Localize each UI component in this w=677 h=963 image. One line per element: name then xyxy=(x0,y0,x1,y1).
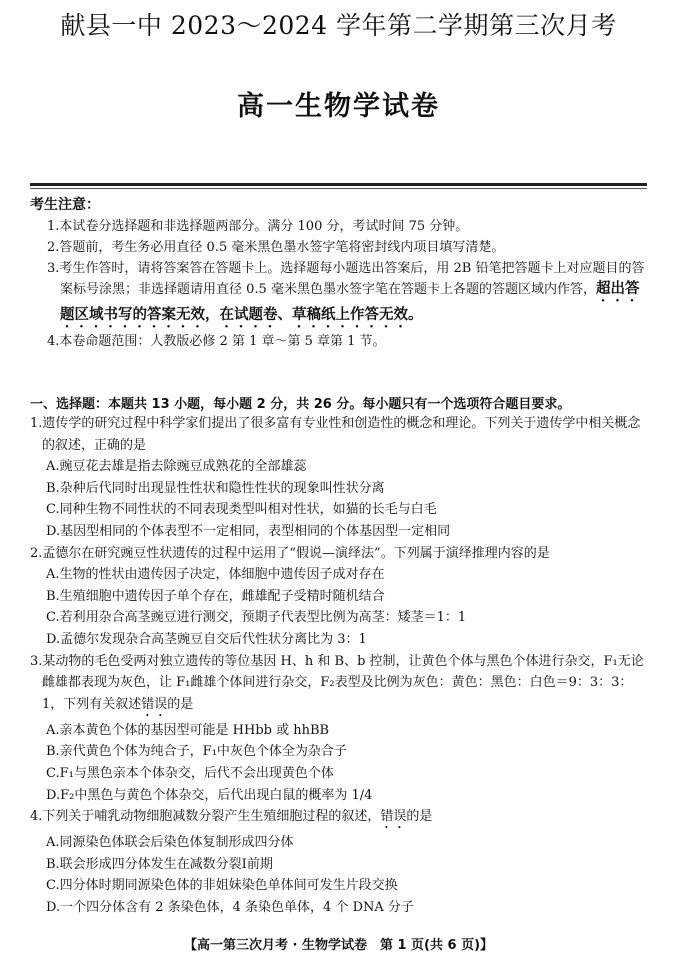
option-b: B.生殖细胞中遗传因子单个存在，雌雄配子受精时随机结合 xyxy=(46,588,385,604)
option-d: D.孟德尔发现杂合高茎豌豆自交后代性状分离比为 3：1 xyxy=(46,631,367,647)
option-c: C.F₁与黑色亲本个体杂交，后代不会出现黄色个体 xyxy=(46,765,334,781)
option-d: D.F₂中黑色与黄色个体杂交，后代出现白鼠的概率为 1/4 xyxy=(46,787,373,803)
notice-item-1: 1.本试卷分选择题和非选择题两部分。满分 100 分，考试时间 75 分钟。 xyxy=(47,219,469,234)
notice-item-3 xyxy=(30,258,650,331)
question-stem: 2.孟德尔在研究豌豆性状遗传的过程中运用了“假说—演绎法”。下列属于演绎推理内容的是 xyxy=(30,545,550,561)
option-d: D.基因型相同的个体表型不一定相同，表型相同的个体基因型一定相同 xyxy=(46,523,451,539)
section-heading: 一、选择题：本题共 13 小题，每小题 2 分，共 26 分。每小题只有一个选项符合题目要求。 xyxy=(30,397,571,412)
option-c: C.若利用杂合高茎豌豆进行测交，预期子代表型比例为高茎：矮茎＝1：1 xyxy=(46,610,467,626)
stem-text: 4.下列关于哺乳动物细胞减数分裂产生生殖细胞过程的叙述， xyxy=(30,809,381,825)
exam-name: 献县一中 2023～2024 学年第二学期第三次月考 xyxy=(60,11,617,40)
header-divider-thick xyxy=(30,183,647,186)
question-1 xyxy=(30,413,650,543)
notice-item-3-emphasis: 超出答题区域书写的答案无效，在试题卷、草稿纸上作答无效。 xyxy=(60,281,640,323)
header-divider-thin xyxy=(30,188,647,189)
question-4 xyxy=(30,806,650,918)
notice-item-2: 2.答题前，考生务必用直径 0.5 毫米黑色墨水签字笔将密封线内项目填写清楚。 xyxy=(47,240,505,255)
option-c: C.同种生物不同性状的不同表现类型叫相对性状，如猫的长毛与白毛 xyxy=(46,502,437,518)
paper-title: 高一生物学试卷 xyxy=(237,91,440,122)
question-stem xyxy=(30,806,650,832)
notice-item-4: 4.本卷命题范围：人教版必修 2 第 1 章～第 5 章第 1 节。 xyxy=(47,334,386,349)
notice-item-3-text: 3.考生作答时，请将答案答在答题卡上。选择题每小题选出答案后，用 2B 铅笔把答题卡上对应题目的答案标号涂黑；非选择题请用直径 0.5 毫米黑色墨水签字笔在答题卡上各题的答题区域内作答， xyxy=(47,261,645,297)
question-list xyxy=(30,413,650,918)
option-a: A.豌豆花去雄是指去除豌豆成熟花的全部雄蕊 xyxy=(46,459,307,475)
stem-emphasis: 错误 xyxy=(380,809,407,825)
notice-title: 考生注意： xyxy=(30,197,100,213)
page-footer: 【高一第三次月考 · 生物学试卷 第 1 页(共 6 页)】 xyxy=(183,938,494,953)
option-a: A.同源染色体联会后染色体复制形成四分体 xyxy=(46,835,294,851)
question-stem xyxy=(30,651,650,720)
question-stem: 1.遗传学的研究过程中科学家们提出了很多富有专业性和创造性的概念和理论。下列关于遗传学中相关概念的叙述，正确的是 xyxy=(30,416,641,453)
option-c: C.四分体时期同源染色体的非姐妹染色单体间可发生片段交换 xyxy=(46,878,398,894)
stem-text-end: 的是 xyxy=(167,696,194,712)
option-b: B.联会形成四分体发生在减数分裂Ⅰ前期 xyxy=(46,856,273,872)
option-b: B.杂种后代同时出现显性性状和隐性性状的现象叫性状分离 xyxy=(46,480,385,496)
option-a: A.生物的性状由遗传因子决定，体细胞中遗传因子成对存在 xyxy=(46,567,385,583)
option-b: B.亲代黄色个体为纯合子，F₁中灰色个体全为杂合子 xyxy=(46,744,347,760)
option-d: D.一个四分体含有 2 条染色体，4 条染色单体，4 个 DNA 分子 xyxy=(46,899,414,915)
stem-text: 3.某动物的毛色受两对独立遗传的等位基因 H、h 和 B、b 控制，让黄色个体与黑色个体进行杂交，F₁无论雌雄都表现为灰色，让 F₁雌雄个体间进行杂交，F₂表型及比例为灰色：黄色：黑色：白色＝9：3：3：1，下列有关叙述 xyxy=(30,653,644,712)
option-a: A.亲本黄色个体的基因型可能是 HHbb 或 hhBB xyxy=(46,722,330,738)
stem-emphasis: 错误 xyxy=(141,696,168,712)
candidate-notice xyxy=(30,195,650,352)
question-2 xyxy=(30,543,650,651)
stem-text-end: 的是 xyxy=(406,809,433,825)
question-3 xyxy=(30,651,650,807)
